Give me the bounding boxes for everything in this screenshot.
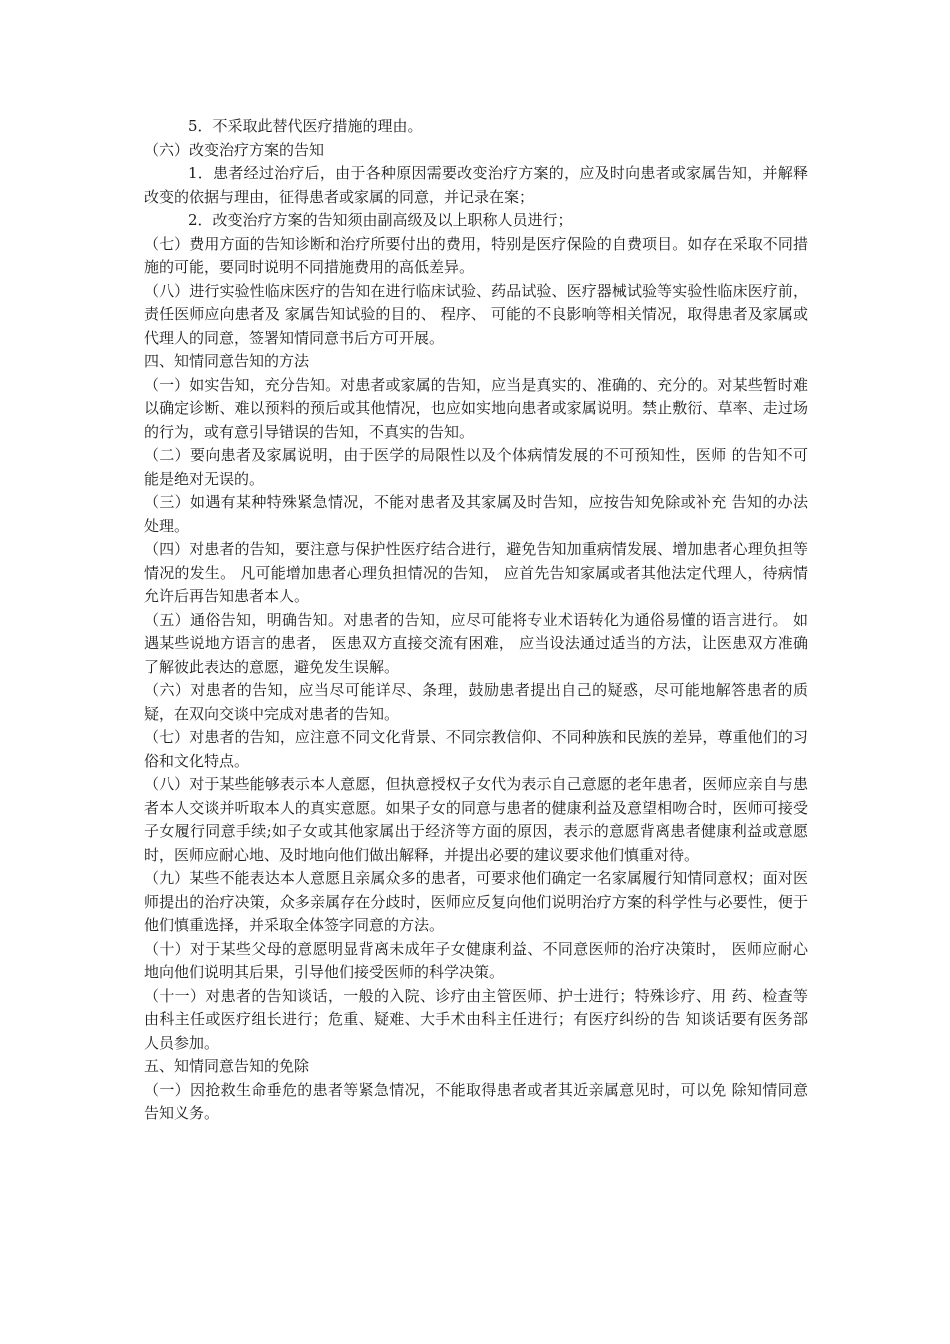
section-heading: 四、知情同意告知的方法 [144,352,310,370]
paragraph: （七）费用方面的告知诊断和治疗所要付出的费用，特别是医疗保险的自费项目。如存在采取不同措施的可能，要同时说明不同措施费用的高低差异。 [144,234,808,276]
paragraph: （八）进行实验性临床医疗的告知在进行临床试验、药品试验、医疗器械试验等实验性临床医疗前，责任医师应向患者及 家属告知试验的目的、 程序、 可能的不良影响等相关情况，取得患者及家属或代理人的同意，签署知情同意书后方可开展。 [144,281,808,347]
paragraph: （十）对于某些父母的意愿明显背离未成年子女健康利益、不同意医师的治疗决策时， 医师应耐心地向他们说明其后果，引导他们接受医师的科学决策。 [144,939,808,981]
paragraph: （二）要向患者及家属说明，由于医学的局限性以及个体病情发展的不可预知性，医师 的告知不可能是绝对无误的。 [144,446,808,488]
paragraph: （四）对患者的告知，要注意与保护性医疗结合进行，避免告知加重病情发展、增加患者心理负担等情况的发生。 凡可能增加患者心理负担情况的告知， 应首先告知家属或者其他法定代理人，待病情允许后再告知患者本人。 [144,540,808,605]
document-body [144,115,808,1126]
paragraph: 1．患者经过治疗后，由于各种原因需要改变治疗方案的，应及时向患者或家属告知，并解释改变的依据与理由，征得患者或家属的同意，并记录在案； [144,164,808,206]
paragraph: （十一）对患者的告知谈话，一般的入院、诊疗由主管医师、护士进行；特殊诊疗、用 药、检查等由科主任或医疗组长进行；危重、疑难、大手术由科主任进行；有医疗纠纷的告 知谈话要有医务部人员参加。 [144,986,808,1052]
paragraph: （一）如实告知，充分告知。对患者或家属的告知，应当是真实的、准确的、充分的。对某些暂时难以确定诊断、难以预料的预后或其他情况，也应如实地向患者或家属说明。禁止敷衍、草率、走过场的行为，或有意引导错误的告知，不真实的告知。 [144,375,808,441]
paragraph: （九）某些不能表达本人意愿且亲属众多的患者，可要求他们确定一名家属履行知情同意权；面对医师提出的治疗决策，众多亲属存在分歧时，医师应反复向他们说明治疗方案的科学性与必要性，便于他们慎重选择，并采取全体签字同意的方法。 [144,869,808,934]
paragraph: 5．不采取此替代医疗措施的理由。 [188,117,423,135]
section-heading: （六）改变治疗方案的告知 [144,140,325,159]
paragraph: 2．改变治疗方案的告知须由副高级及以上职称人员进行； [188,211,573,229]
paragraph: （八）对于某些能够表示本人意愿，但执意授权子女代为表示自己意愿的老年患者，医师应亲自与患者本人交谈并听取本人的真实意愿。如果子女的同意与患者的健康利益及意望相吻合时，医师可接受子女履行同意手续;如子女或其他家属出于经济等方面的原因，表示的意愿背离患者健康利益或意愿时，医师应耐心地、及时地向他们做出解释，并提出必要的建议要求他们慎重对待。 [144,775,808,864]
paragraph: （五）通俗告知，明确告知。对患者的告知，应尽可能将专业术语转化为通俗易懂的语言进行。 如遇某些说地方语言的患者， 医患双方直接交流有困难， 应当设法通过适当的方法，让医患双方准确了解彼此表达的意愿，避免发生误解。 [144,610,808,676]
paragraph: （六）对患者的告知，应当尽可能详尽、条理，鼓励患者提出自己的疑惑，尽可能地解答患者的质疑，在双向交谈中完成对患者的告知。 [144,681,808,723]
paragraph: （一）因抢救生命垂危的患者等紧急情况，不能取得患者或者其近亲属意见时，可以免 除知情同意告知义务。 [144,1080,808,1122]
section-heading: 五、知情同意告知的免除 [144,1057,310,1075]
paragraph: （三）如遇有某种特殊紧急情况，不能对患者及其家属及时告知，应按告知免除或补充 告知的办法处理。 [144,493,808,535]
paragraph: （七）对患者的告知，应注意不同文化背景、不同宗教信仰、不同种族和民族的差异，尊重他们的习俗和文化特点。 [144,728,808,770]
